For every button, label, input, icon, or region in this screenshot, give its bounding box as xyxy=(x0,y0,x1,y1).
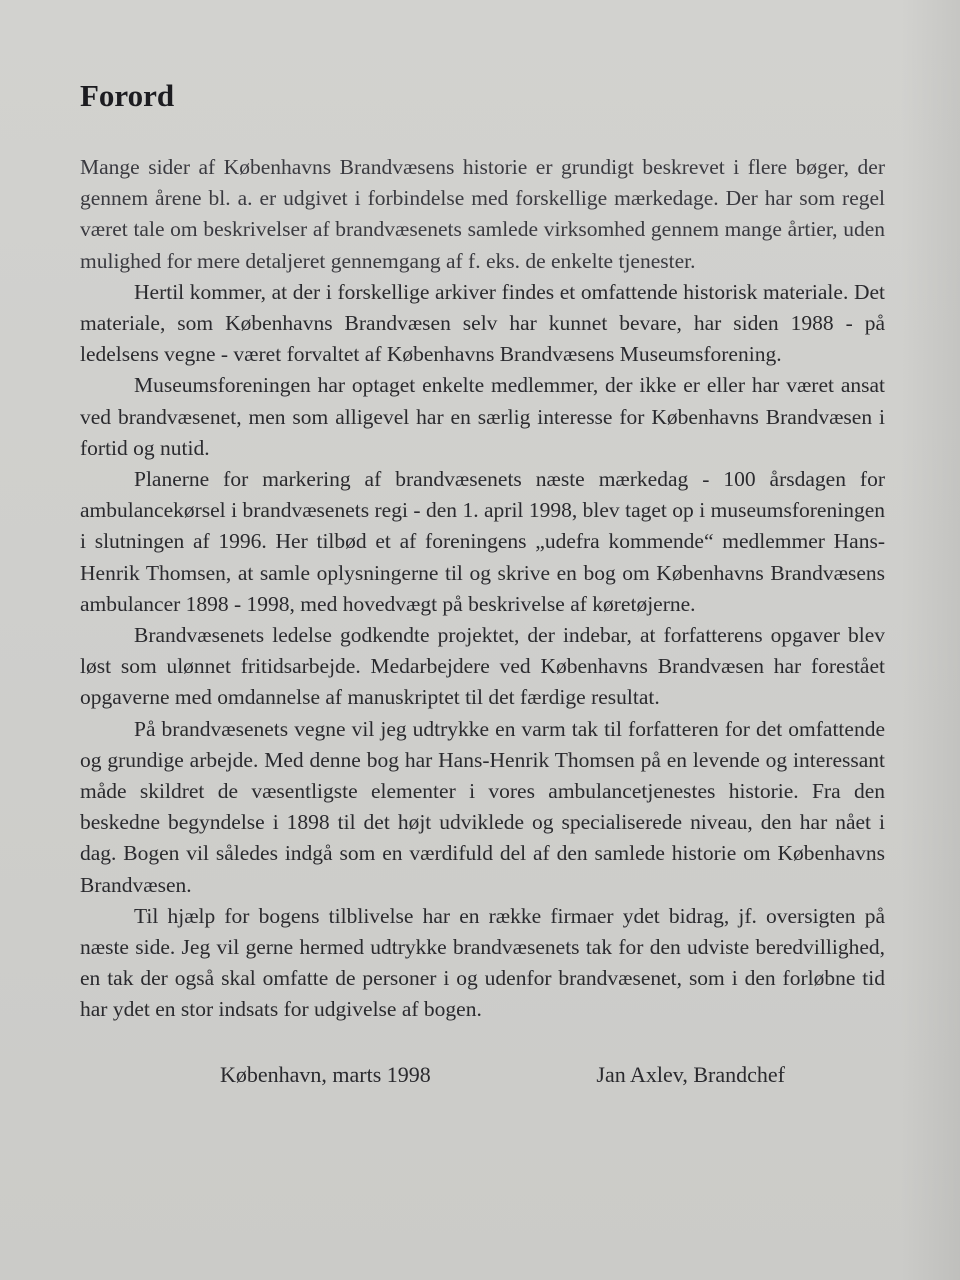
paragraph-3: Museumsforeningen har optaget enkelte medlemmer, der ikke er eller har været ansat ved brandvæsenet, men som alligevel har en særlig interesse for Københavns Brandvæsen i fortid og nutid. xyxy=(80,373,885,460)
signer: Jan Axlev, Brandchef xyxy=(596,1061,785,1087)
paragraph-2: Hertil kommer, at der i forskellige arkiver findes et omfattende historisk materiale. Det materiale, som Københavns Brandvæsen selv har kunnet bevare, har siden 1988 - på ledelsens vegne - været forvaltet af Københavns Brandvæsens Museumsforening. xyxy=(80,279,885,367)
place-date: København, marts 1998 xyxy=(220,1061,431,1087)
page-title: Forord xyxy=(80,78,175,113)
page-shadow xyxy=(900,0,960,1280)
paragraph-7: Til hjælp for bogens tilblivelse har en række firmaer ydet bidrag, jf. oversigten på næste side. Jeg vil gerne hermed udtrykke brandvæsenets tak for den udviste beredvillighed, en tak der også skal omfatte de personer i og udenfor brandvæsenet, som i den forløbne tid har ydet en stor indsats for udgivelse af bogen. xyxy=(80,903,885,1022)
paragraph-1: Mange sider af Københavns Brandvæsens historie er grundigt beskrevet i flere bøger, der gennem årene bl. a. er udgivet i forbindelse med forskellige mærkedage. Der har som regel været tale om beskrivelser af brandvæsenets samlede virksomhed gennem mange årtier, uden mulighed for mere detaljeret gennemgang af f. eks. de enkelte tjenester. xyxy=(80,155,885,273)
paragraph-5: Brandvæsenets ledelse godkendte projektet, der indebar, at forfatterens opgaver blev løst som ulønnet fritidsarbejde. Medarbejdere ved Københavns Brandvæsen har forestået opgaverne med omdannelse af manuskriptet til det færdige resultat. xyxy=(80,623,885,710)
paragraph-4: Planerne for markering af brandvæsenets næste mærkedag - 100 årsdagen for ambulancekørsel i brandvæsenets regi - den 1. april 1998, blev taget op i museumsforeningen i slutningen af 1996. Her tilbød et af foreningens „udefra kommende“ medlemmer Hans-Henrik Thomsen, at samle oplysningerne til og skrive en bog om Københavns Brandvæsens ambulancer 1898 - 1998, med hovedvægt på beskrivelse af køretøjerne. xyxy=(80,467,885,616)
signature-line xyxy=(80,1062,885,1088)
foreword-content xyxy=(80,78,885,1088)
paragraph-6: På brandvæsenets vegne vil jeg udtrykke en varm tak til forfatteren for det omfattende og grundige arbejde. Med denne bog har Hans-Henrik Thomsen på en levende og interessant måde skildret de væsentligste elementer i vores ambulancetjenestes historie. Fra den beskedne begyndelse i 1898 til det højt udviklede og specialiserede niveau, den har nået i dag. Bogen vil således indgå som en værdifuld del af den samlede historie om Københavns Brandvæsen. xyxy=(80,716,885,897)
